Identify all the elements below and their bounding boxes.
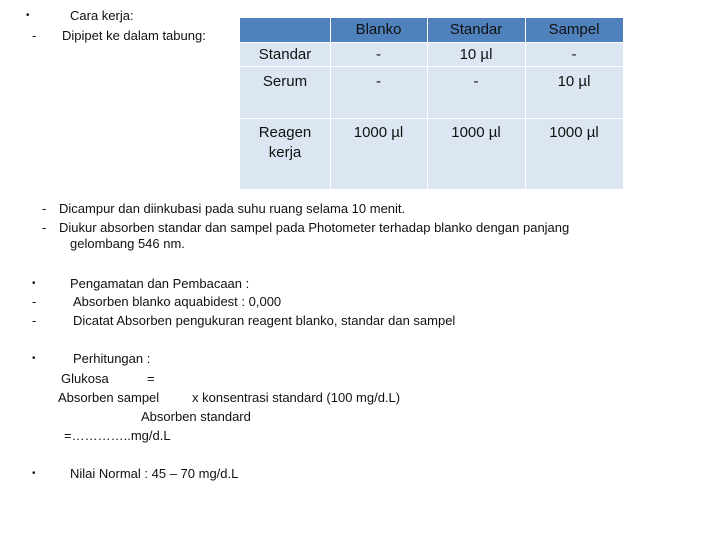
table-cell: 10 µl [459,46,493,63]
dash: - [32,313,37,328]
column-header-standar: Standar [449,21,503,38]
equals-sign: = [147,371,155,386]
observation-heading: Pengamatan dan Pembacaan : [70,276,250,291]
formula-denominator: Absorben standard [141,409,251,424]
pipette-instruction: Dipipet ke dalam tabung: [62,28,206,43]
table-cell: - [376,46,381,63]
reagent-table [240,18,623,189]
column-header-blanko: Blanko [355,21,402,38]
row-divider [240,66,623,67]
table-cell: 1000 µl [451,124,501,141]
bullet: • [26,10,30,21]
dash: - [32,28,37,43]
table-cell: 1000 µl [353,124,404,141]
row-label-standar: Standar [258,46,312,63]
row-divider [240,42,623,43]
row-divider [240,118,623,119]
column-divider [330,18,331,189]
cara-kerja-heading: Cara kerja: [70,8,134,23]
calculation-heading: Perhitungan : [73,351,151,366]
bullet: • [32,353,36,364]
dash: - [42,220,47,235]
column-divider [427,18,428,189]
table-cell: - [571,46,577,63]
column-header-sampel: Sampel [548,21,600,38]
step-incubation: Dicampur dan diinkubasi pada suhu ruang selama 10 menit. [59,201,406,216]
row-label-line: kerja [268,144,302,161]
formula-numerator: Absorben sampel [58,390,160,405]
table-cell: 10 µl [557,73,591,90]
formula-result: =…………..mg/d.L [64,428,171,443]
column-divider [525,18,526,189]
row-label-line: Reagen [258,124,312,141]
row-label-reagen-kerja [240,123,330,163]
normal-value: Nilai Normal : 45 – 70 mg/d.L [70,466,239,481]
step-measurement: Diukur absorben standar dan sampel pada Photometer terhadap blanko dengan panjang [59,220,570,235]
bullet: • [32,278,36,289]
dash: - [42,201,47,216]
row-label-serum: Serum [262,73,308,90]
step-measurement-continued: gelombang 546 nm. [70,236,185,251]
glukosa-label: Glukosa [61,371,109,386]
formula-multiplier: x konsentrasi standard (100 mg/d.L) [192,390,401,405]
observation-blank-value: Absorben blanko aquabidest : 0,000 [73,294,282,309]
observation-record: Dicatat Absorben pengukuran reagent blanko, standar dan sampel [73,313,456,328]
table-cell: - [376,73,381,90]
table-cell: - [473,73,479,90]
table-cell: 1000 µl [549,124,599,141]
bullet: • [32,468,36,479]
dash: - [32,294,37,309]
